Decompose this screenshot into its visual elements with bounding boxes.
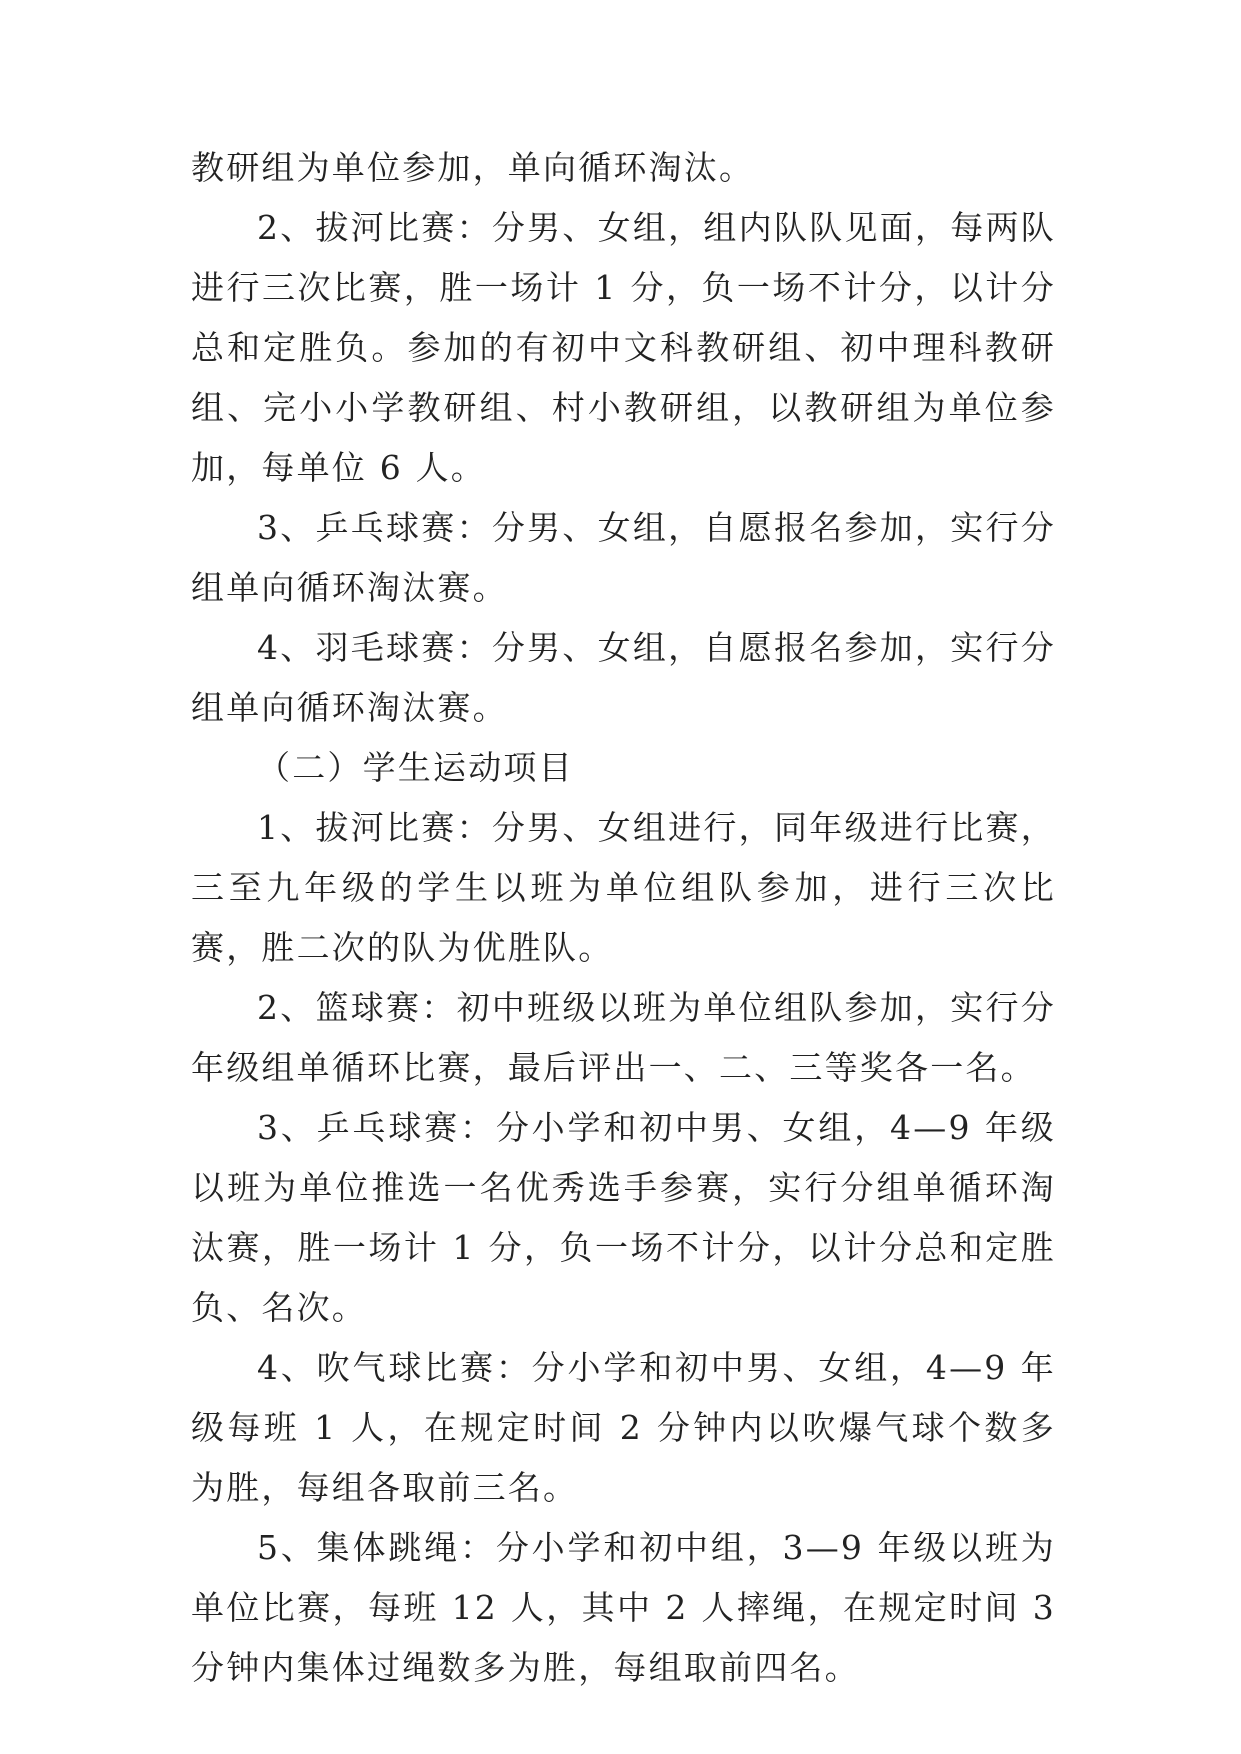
paragraph-student-tug-of-war: 1、拔河比赛：分男、女组进行，同年级进行比赛，三至九年级的学生以班为单位组队参加，进行三次比赛，胜二次的队为优胜队。: [191, 808, 1056, 967]
paragraph-student-rope-skipping: 5、集体跳绳：分小学和初中组，3—9 年级以班为单位比赛，每班 12 人，其中 2 人摔绳，在规定时间 3 分钟内集体过绳数多为胜，每组取前四名。: [191, 1528, 1056, 1687]
paragraph-student-table-tennis: 3、乒乓球赛：分小学和初中男、女组，4—9 年级以班为单位推选一名优秀选手参赛，实行分组单循环淘汰赛，胜一场计 1 分，负一场不计分，以计分总和定胜负、名次。: [191, 1108, 1056, 1327]
paragraph-continuation: 教研组为单位参加，单向循环淘汰。: [191, 148, 755, 187]
paragraph-student-basketball: 2、篮球赛：初中班级以班为单位组队参加，实行分年级组单循环比赛，最后评出一、二、三等奖各一名。: [191, 988, 1056, 1087]
document-page: [191, 138, 1056, 1698]
paragraph-staff-badminton: 4、羽毛球赛：分男、女组，自愿报名参加，实行分组单向循环淘汰赛。: [191, 628, 1056, 727]
section-heading-student-events: （二）学生运动项目: [257, 748, 574, 787]
paragraph-staff-tug-of-war: 2、拔河比赛：分男、女组，组内队队见面，每两队进行三次比赛，胜一场计 1 分，负一场不计分，以计分总和定胜负。参加的有初中文科教研组、初中理科教研组、完小小学教研组、村小教研组，以教研组为单位参加，每单位 6 人。: [191, 208, 1056, 487]
paragraph-staff-table-tennis: 3、乒乓球赛：分男、女组，自愿报名参加，实行分组单向循环淘汰赛。: [191, 508, 1056, 607]
paragraph-student-balloon: 4、吹气球比赛：分小学和初中男、女组，4—9 年级每班 1 人，在规定时间 2 分钟内以吹爆气球个数多为胜，每组各取前三名。: [191, 1348, 1056, 1507]
